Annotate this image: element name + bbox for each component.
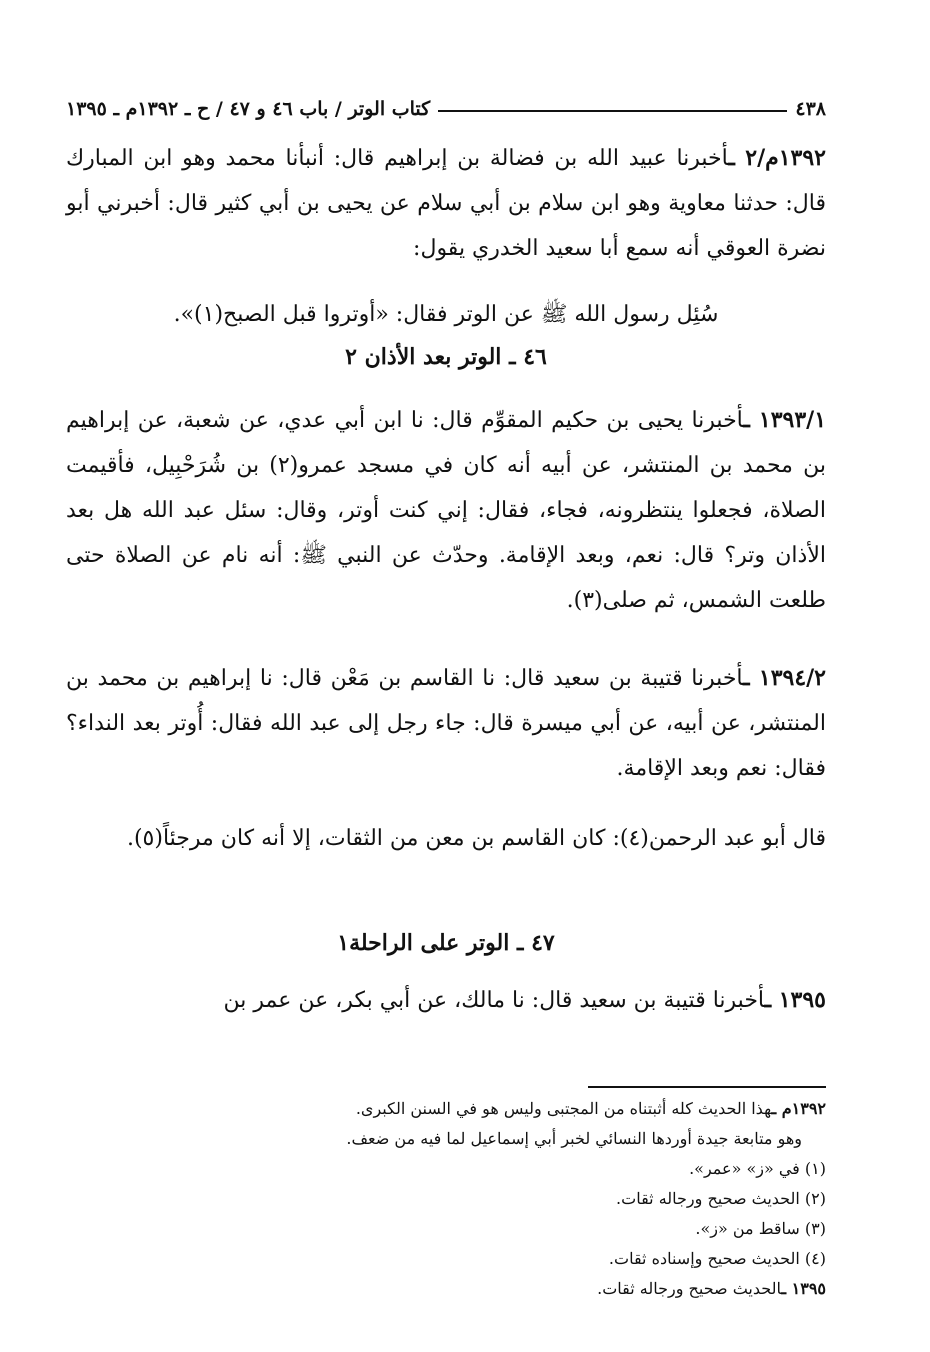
- footnote-2: (٢) الحديث صحيح ورجاله ثقات.: [616, 1189, 826, 1208]
- hadith-number: ١٣٩٣/١ ـ: [743, 407, 827, 433]
- hadith-text: أخبرنا يحيى بن حكيم المقوِّم قال: نا ابن أبي عدي، عن شعبة، عن إبراهيم بن محمد بن المنتشر، عن أبيه أنه كان في مسجد عمرو(٢) بن شُرَحْبِيل، فأقيمت الصلاة، فجعلوا ينتظرونه، فجاء، فقال: إني كنت أوتر، وقال: سئل عبد الله هل بعد الأذان وتر؟ قال: نعم، وبعد الإقامة. وحدّث عن النبي ﷺ: أنه نام عن الصلاة حتى طلعت الشمس، ثم صلى(٣).: [66, 408, 826, 613]
- page-number: ٤٣٨: [795, 98, 826, 120]
- footnote-1395: [66, 1274, 826, 1304]
- hadith-text: أخبرنا قتيبة بن سعيد قال: نا مالك، عن أبي بكر، عن عمر بن: [223, 988, 765, 1013]
- footnotes: [66, 1094, 826, 1304]
- hadith-text: أخبرنا قتيبة بن سعيد قال: نا القاسم بن مَعْن قال: نا إبراهيم بن محمد بن المنتشر، عن أبيه، عن أبي ميسرة قال: جاء رجل إلى عبد الله فقال: أُوتر بعد النداء؟ فقال: نعم وبعد الإقامة.: [66, 666, 826, 781]
- footnote-number: ١٣٩٢م ـ: [771, 1099, 826, 1118]
- footnote-rule: [588, 1086, 826, 1088]
- footnote-3: (٣) ساقط من «ز».: [695, 1219, 826, 1238]
- hadith-number: ١٣٩٤/٢ ـ: [743, 665, 826, 691]
- running-header: [66, 86, 826, 120]
- footnote-number: ١٣٩٥ ـ: [781, 1279, 826, 1298]
- header-rule: [438, 110, 787, 112]
- running-title: كتاب الوتر / باب ٤٦ و ٤٧ / ح ـ ١٣٩٢م ـ ١٣٩٥: [66, 98, 431, 120]
- commentary-abu-abd-al-rahman: قال أبو عبد الرحمن(٤): كان القاسم بن معن من الثقات، إلا أنه كان مرجئاً(٥).: [126, 826, 826, 851]
- footnote-1: (١) في «ز» «عمر».: [689, 1159, 826, 1178]
- hadith-text: أخبرنا عبيد الله بن فضالة بن إبراهيم قال: أنبأنا محمد وهو ابن المبارك قال: حدثنا معاوية وهو ابن سلام بن أبي سلام عن يحيى بن أبي كثير قال: أخبرني أبو نضرة العوقي أنه سمع أبا سعيد الخدري يقول:: [66, 146, 826, 261]
- footnote-text: هذا الحديث كله أثبتناه من المجتبى وليس هو في السنن الكبرى.: [355, 1099, 772, 1118]
- section-heading-46: ٤٦ ـ الوتر بعد الأذان ٢: [345, 344, 547, 370]
- section-heading-47: ٤٧ ـ الوتر على الراحلة١: [337, 930, 555, 956]
- footnote-text: الحديث صحيح ورجاله ثقات.: [597, 1279, 782, 1298]
- hadith-1392: [66, 136, 826, 271]
- book-page: [66, 70, 826, 1332]
- hadith-1395: [66, 978, 826, 1023]
- footnote-1392: [66, 1094, 826, 1124]
- hadith-number: ١٣٩٥ ـ: [764, 987, 826, 1013]
- footnote-4: (٤) الحديث صحيح وإسناده ثقات.: [608, 1249, 826, 1268]
- hadith-1394: [66, 656, 826, 791]
- footnote-1392-continued: وهو متابعة جيدة أوردها النسائي لخبر أبي إسماعيل لما فيه من ضعف.: [346, 1129, 802, 1148]
- hadith-1393: [66, 398, 826, 623]
- hadith-1392-quote: سُئِل رسول الله ﷺ عن الوتر فقال: «أوتروا قبل الصبح(١)».: [173, 302, 719, 327]
- hadith-number: ١٣٩٢م/٢ ـ: [728, 145, 826, 171]
